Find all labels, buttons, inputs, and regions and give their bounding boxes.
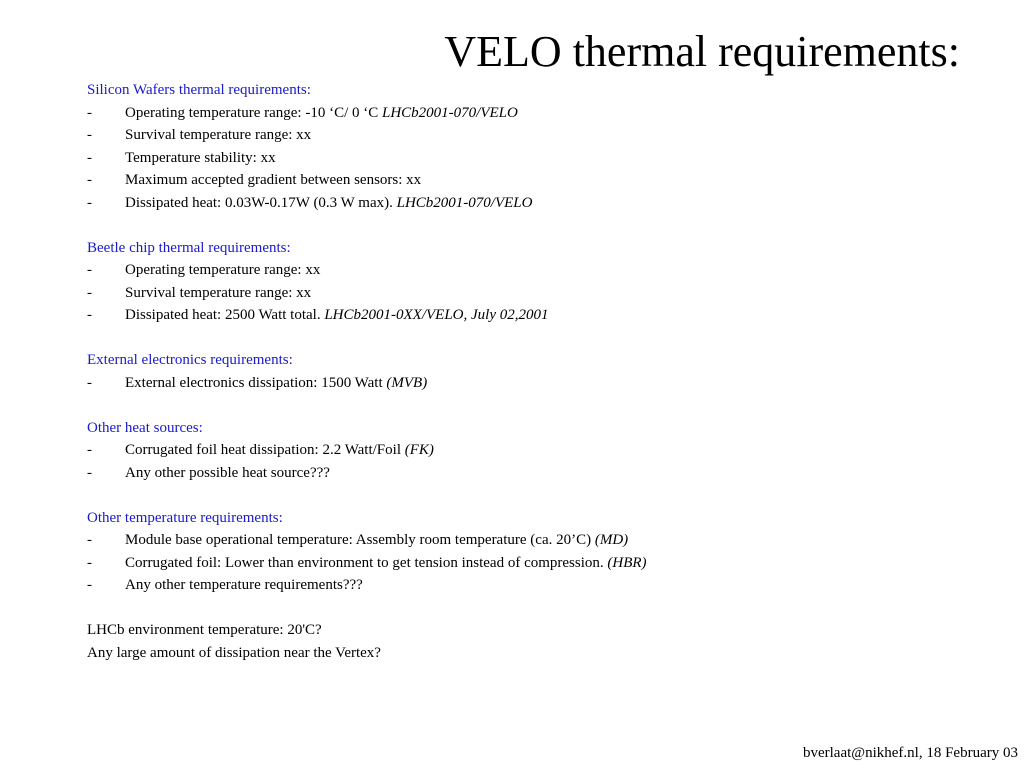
list-item <box>87 439 987 462</box>
item-text: Survival temperature range: xx <box>125 284 312 301</box>
section-heading: External electronics requirements: <box>87 352 293 368</box>
note-line: LHCb environment temperature: 20'C? <box>87 622 322 638</box>
bullet-dash: - <box>87 262 92 278</box>
list-item <box>87 529 987 552</box>
bullet-dash: - <box>87 532 92 548</box>
item-reference: LHCb2001-070/VELO <box>396 194 533 211</box>
slide-title: VELO thermal requirements: <box>444 27 960 76</box>
item-text: Dissipated heat: 2500 Watt total. <box>125 307 325 323</box>
note-line: Any large amount of dissipation near the Vertex? <box>87 644 381 661</box>
list-item <box>87 259 987 282</box>
bullet-dash: - <box>87 172 92 188</box>
bullet-dash: - <box>87 194 92 211</box>
closing-notes <box>87 619 987 664</box>
bullet-dash: - <box>87 127 92 143</box>
section-other-temperature <box>87 507 987 597</box>
item-text: Maximum accepted gradient between sensors: xx <box>125 172 422 188</box>
bullet-dash: - <box>87 577 92 593</box>
bullet-dash: - <box>87 104 92 121</box>
list-item <box>87 192 987 215</box>
bullet-dash: - <box>87 149 92 166</box>
bullet-dash: - <box>87 307 92 323</box>
item-text: Operating temperature range: -10 ‘C/ 0 ‘C <box>125 104 382 121</box>
item-text: Survival temperature range: xx <box>125 127 312 143</box>
item-reference: (HBR) <box>607 554 647 571</box>
list-item <box>87 372 987 395</box>
bullet-dash: - <box>87 284 92 301</box>
list-item <box>87 282 987 305</box>
section-other-heat-sources <box>87 417 987 485</box>
section-silicon-wafers <box>87 79 987 214</box>
item-reference: (MD) <box>594 532 629 548</box>
item-reference: (MVB) <box>386 374 428 391</box>
item-text: External electronics dissipation: 1500 Watt <box>125 374 387 391</box>
item-text: Any other possible heat source??? <box>125 464 330 481</box>
bullet-dash: - <box>87 554 92 571</box>
section-heading: Other heat sources: <box>87 419 203 436</box>
bullet-dash: - <box>87 442 92 458</box>
list-item <box>87 102 987 125</box>
item-text: Any other temperature requirements??? <box>125 577 363 593</box>
list-item <box>87 147 987 170</box>
section-external-electronics <box>87 349 987 394</box>
section-heading: Beetle chip thermal requirements: <box>87 239 291 256</box>
item-text: Corrugated foil heat dissipation: 2.2 Watt/Foil <box>125 442 405 458</box>
list-item <box>87 169 987 192</box>
section-heading: Other temperature requirements: <box>87 509 283 526</box>
list-item <box>87 124 987 147</box>
item-text: Operating temperature range: xx <box>125 262 321 278</box>
item-text: Temperature stability: xx <box>125 149 276 166</box>
bullet-dash: - <box>87 374 92 391</box>
item-text: Corrugated foil: Lower than environment to get tension instead of compression. <box>125 554 608 571</box>
slide-content <box>87 79 987 664</box>
section-beetle-chip <box>87 237 987 327</box>
item-text: Module base operational temperature: Assembly room temperature (ca. 20’C) <box>125 532 595 548</box>
item-reference: LHCb2001-070/VELO <box>382 104 518 121</box>
item-reference: LHCb2001-0XX/VELO, July 02,2001 <box>324 307 549 323</box>
list-item <box>87 304 987 327</box>
section-heading: Silicon Wafers thermal requirements: <box>87 82 311 98</box>
item-text: Dissipated heat: 0.03W-0.17W (0.3 W max). <box>125 194 397 211</box>
list-item <box>87 462 987 485</box>
list-item <box>87 552 987 575</box>
bullet-dash: - <box>87 464 92 481</box>
item-reference: (FK) <box>404 442 434 458</box>
slide-footer: bverlaat@nikhef.nl, 18 February 03 <box>802 745 1018 761</box>
list-item <box>87 574 987 597</box>
